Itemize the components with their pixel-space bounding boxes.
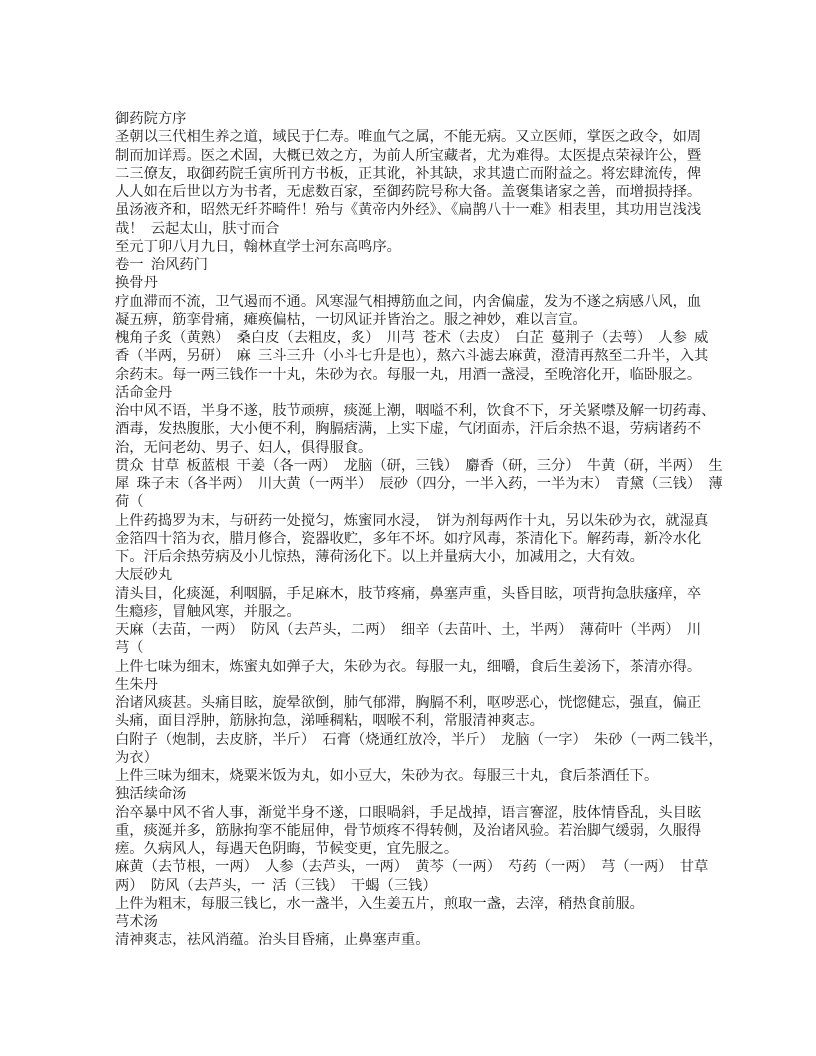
text-line: 余药末。每一两三钱作一十丸，朱砂为衣。每服一丸，用酒一盏浸，至晚溶化开，临卧服之。: [115, 366, 702, 383]
text-line: 两） 防风（去芦头，一 活（三钱） 干蝎（三钱）: [115, 877, 437, 894]
text-line: 荷（: [115, 494, 144, 511]
text-line: 下。汗后余热劳病及小儿惊热，薄荷汤化下。以上并量病大小，加减用之，大有效。: [115, 549, 644, 565]
text-line: 芎（: [115, 640, 144, 657]
text-line: 凝五痹，筋挛骨痛，瘫痪偏枯，一切风证并皆治之。服之神妙，难以言宣。: [115, 311, 587, 328]
text-line: 香（半两，另研） 麻 三斗三升（小斗七升是也），熬六斗滤去麻黄，澄清再熬至二升半，入其: [115, 348, 709, 365]
text-line: 独活续命汤: [115, 786, 187, 803]
text-line: 白附子（炮制，去皮脐，半斤） 石膏（烧通红放冷，半斤） 龙脑（一字） 朱砂（一两二钱半，: [115, 731, 723, 748]
text-line: 二三僚友，取御药院壬寅所刊方书板，正其讹，补其缺，求其遗亡而附益之。将宏肆流传，俾: [115, 165, 702, 182]
text-line: 清头目，化痰涎，利咽膈，手足麻木，肢节疼痛，鼻塞声重，头昏目眩，项背拘急肤瘙痒，卒: [115, 585, 702, 602]
text-line: 贯众 甘草 板蓝根 干姜（各一两） 龙脑（研，三钱） 麝香（研，三分） 牛黄（研，半两） 生: [115, 457, 723, 474]
text-line: 御药院方序: [115, 111, 187, 127]
text-line: 清神爽志，祛风消蕴。治头目昏痛，止鼻塞声重。: [115, 932, 430, 949]
text-line: 人人如在后世以方为书者，无虑数百家，至御药院号称大备。盖褒集诸家之善，而增损持择。: [115, 184, 702, 200]
text-line: 重，痰涎并多，筋脉拘挛不能屈伸，骨节烦疼不得转侧，及治诸风验。若治脚气缓弱，久服得: [115, 822, 702, 839]
text-line: 换骨丹: [115, 275, 158, 292]
text-line: 上件三味为细末，烧粟米饭为丸，如小豆大，朱砂为衣。每服三十丸，食后茶酒任下。: [115, 768, 659, 784]
text-line: 麻黄（去节根，一两） 人参（去芦头，一两） 黄芩（一两） 芍药（一两） 芎（一两） 甘草: [115, 859, 709, 876]
text-line: 上件为粗末，每服三钱匕，水一盏半，入生姜五片，煎取一盏，去滓，稍热食前服。: [115, 895, 644, 912]
text-line: 至元丁卯八月九日，翰林直学士河东高鸣序。: [115, 238, 401, 255]
text-line: 治诸风痰甚。头痛目眩，旋晕欲倒，肺气郁滞，胸膈不利，呕哕恶心，恍惚健忘，强直，偏正: [115, 695, 702, 711]
text-line: 虽汤液齐和，昭然无纤芥畸件！殆与《黄帝内外经》、《扁鹊八十一难》相表里，其功用岂浅浅: [115, 202, 702, 219]
text-line: 为衣）: [115, 749, 158, 766]
text-line: 疗血滞而不流，卫气遏而不通。风寒湿气相搏筋血之间，内舍偏虚，发为不遂之病感八风，血: [115, 293, 702, 310]
text-line: 制而加详焉。医之术固，大概已效之方，为前人所宝藏者，尤为难得。太医提点荣禄许公，暨: [115, 147, 702, 164]
text-line: 圣朝以三代相生养之道，域民于仁寿。唯血气之属，不能无病。又立医师，掌医之政令，如周: [115, 129, 702, 146]
text-line: 上件药捣罗为末，与研药一处搅匀，炼蜜同水浸， 饼为剂每两作十丸，另以朱砂为衣，就湿真: [115, 512, 709, 529]
text-line: 治卒暴中风不省人事，渐觉半身不遂，口眼喎斜，手足战掉，语言謇涩，肢体情昏乱，头目眩: [115, 804, 702, 821]
text-line: 上件七味为细末，炼蜜丸如弹子大，朱砂为衣。每服一丸，细嚼，食后生姜汤下，茶清亦得。: [115, 658, 702, 675]
text-line: 瘥。久病风人，每遇天色阴晦，节候变更，宜先服之。: [115, 841, 459, 857]
text-line: 卷一 治风药门: [115, 257, 208, 273]
text-line: 治，无问老幼、男子、妇人，俱得服食。: [115, 439, 373, 456]
text-line: 酒毒，发热腹胀，大小便不利，胸膈痞满，上实下虚，气闭面赤，汗后余热不退，劳病诸药不: [115, 421, 702, 438]
text-line: 槐角子炙（黄熟） 桑白皮（去粗皮，炙） 川芎 苍术（去皮） 白芷 蔓荆子（去萼） 人参 威: [115, 330, 709, 346]
text-line: 金箔四十箔为衣，腊月修合，瓷器收贮，多年不坏。如疗风毒，茶清化下。解药毒，新冷水化: [115, 530, 702, 547]
text-line: 生朱丹: [115, 676, 158, 693]
text-line: 大辰砂丸: [115, 567, 173, 584]
text-line: 天麻（去苗，一两） 防风（去芦头，二两） 细辛（去苗叶、土，半两） 薄荷叶（半两） 川: [115, 622, 702, 638]
text-line: 芎术汤: [115, 914, 158, 930]
text-line: 犀 珠子末（各半两） 川大黄（一两半） 辰砂（四分，一半入药，一半为末） 青黛（三钱） 薄: [115, 476, 723, 492]
text-line: 治中风不语，半身不遂，肢节顽痹，痰涎上潮，咽嗌不利，饮食不下，牙关紧噤及解一切药毒、: [115, 403, 716, 419]
text-line: 哉！ 云起太山，肤寸而合: [115, 220, 280, 237]
text-line: 头痛，面目浮肿，筋脉拘急，涕唾稠粘，咽喉不利，常服清神爽志。: [115, 713, 544, 730]
document-body: [115, 110, 723, 950]
text-line: 生瘾疹，冒触风寒，并服之。: [115, 603, 301, 620]
text-line: 活命金丹: [115, 384, 173, 401]
